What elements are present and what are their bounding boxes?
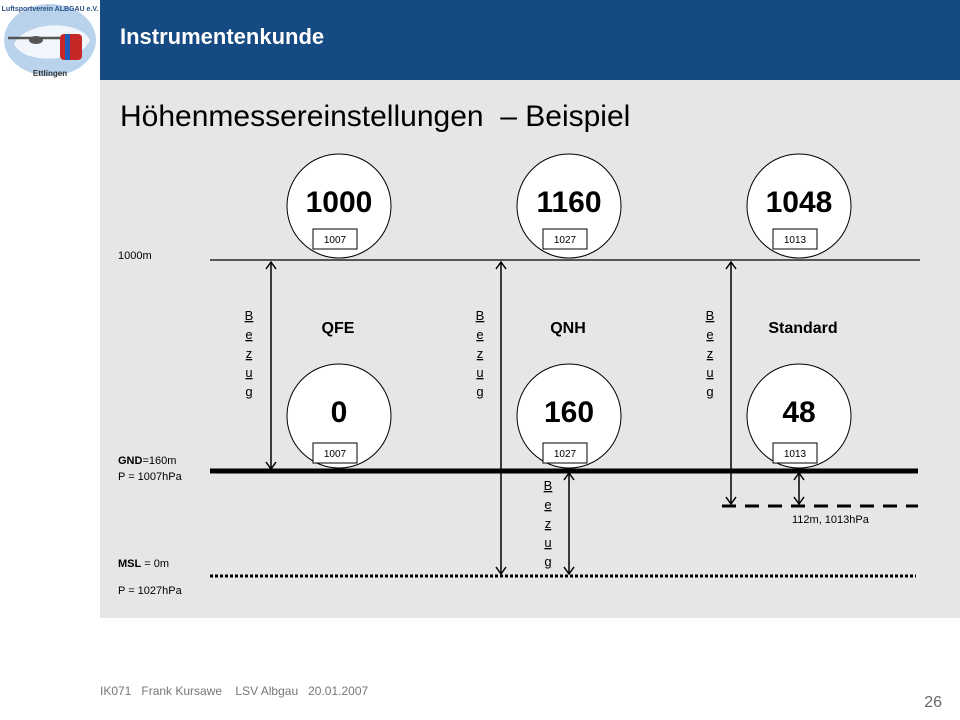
label-msl-pressure: P = 1027hPa [118, 585, 182, 597]
altitude-value: 1048 [765, 186, 833, 219]
pressure-window: 1013 [783, 449, 807, 460]
label-gnd-pressure: P = 1007hPa [118, 471, 182, 483]
altimeter-qfe-bottom [287, 364, 391, 468]
header-title: Instrumentenkunde [120, 24, 325, 49]
pressure-window: 1027 [553, 235, 577, 246]
label-msl: MSL = 0m [118, 558, 170, 570]
pressure-window: 1007 [323, 449, 347, 460]
reference-label-qnh: B e z u g [475, 308, 485, 399]
slide-title: Höhenmessereinstellungen – Beispiel [120, 100, 631, 133]
altimeter-qnh-bottom [517, 364, 621, 468]
mode-label-standard: Standard [768, 320, 838, 337]
logo-text-bottom: Ettlingen [32, 69, 68, 78]
altitude-value: 1160 [536, 186, 602, 219]
altitude-value: 0 [330, 396, 348, 429]
altimeter-qnh-top [517, 154, 621, 258]
altimeter-standard-bottom [747, 364, 851, 468]
reference-label-qfe: B e z u g [244, 308, 254, 399]
reference-label-standard: B e z u g [705, 308, 715, 399]
pressure-window: 1007 [323, 235, 347, 246]
label-1000m: 1000m [118, 250, 152, 262]
page-number: 26 [924, 694, 942, 711]
footer-text: IK071 Frank Kursawe LSV Albgau 20.01.2007 [100, 684, 369, 698]
mode-label-qnh: QNH [550, 320, 586, 337]
label-standard-level: 112m, 1013hPa [792, 514, 869, 526]
altitude-value: 160 [543, 396, 595, 429]
pressure-window: 1013 [783, 235, 807, 246]
pressure-window: 1027 [553, 449, 577, 460]
altimeter-standard-top [747, 154, 851, 258]
altitude-value: 48 [782, 396, 816, 429]
reference-label-qnh-lower: B e z u g [543, 478, 553, 569]
logo-text-top: Luftsportverein ALBGAU e.V. [1, 6, 99, 13]
altitude-value: 1000 [305, 186, 373, 219]
label-gnd: GND=160m [118, 455, 177, 467]
altimeter-qfe-top [287, 154, 391, 258]
mode-label-qfe: QFE [321, 320, 355, 337]
